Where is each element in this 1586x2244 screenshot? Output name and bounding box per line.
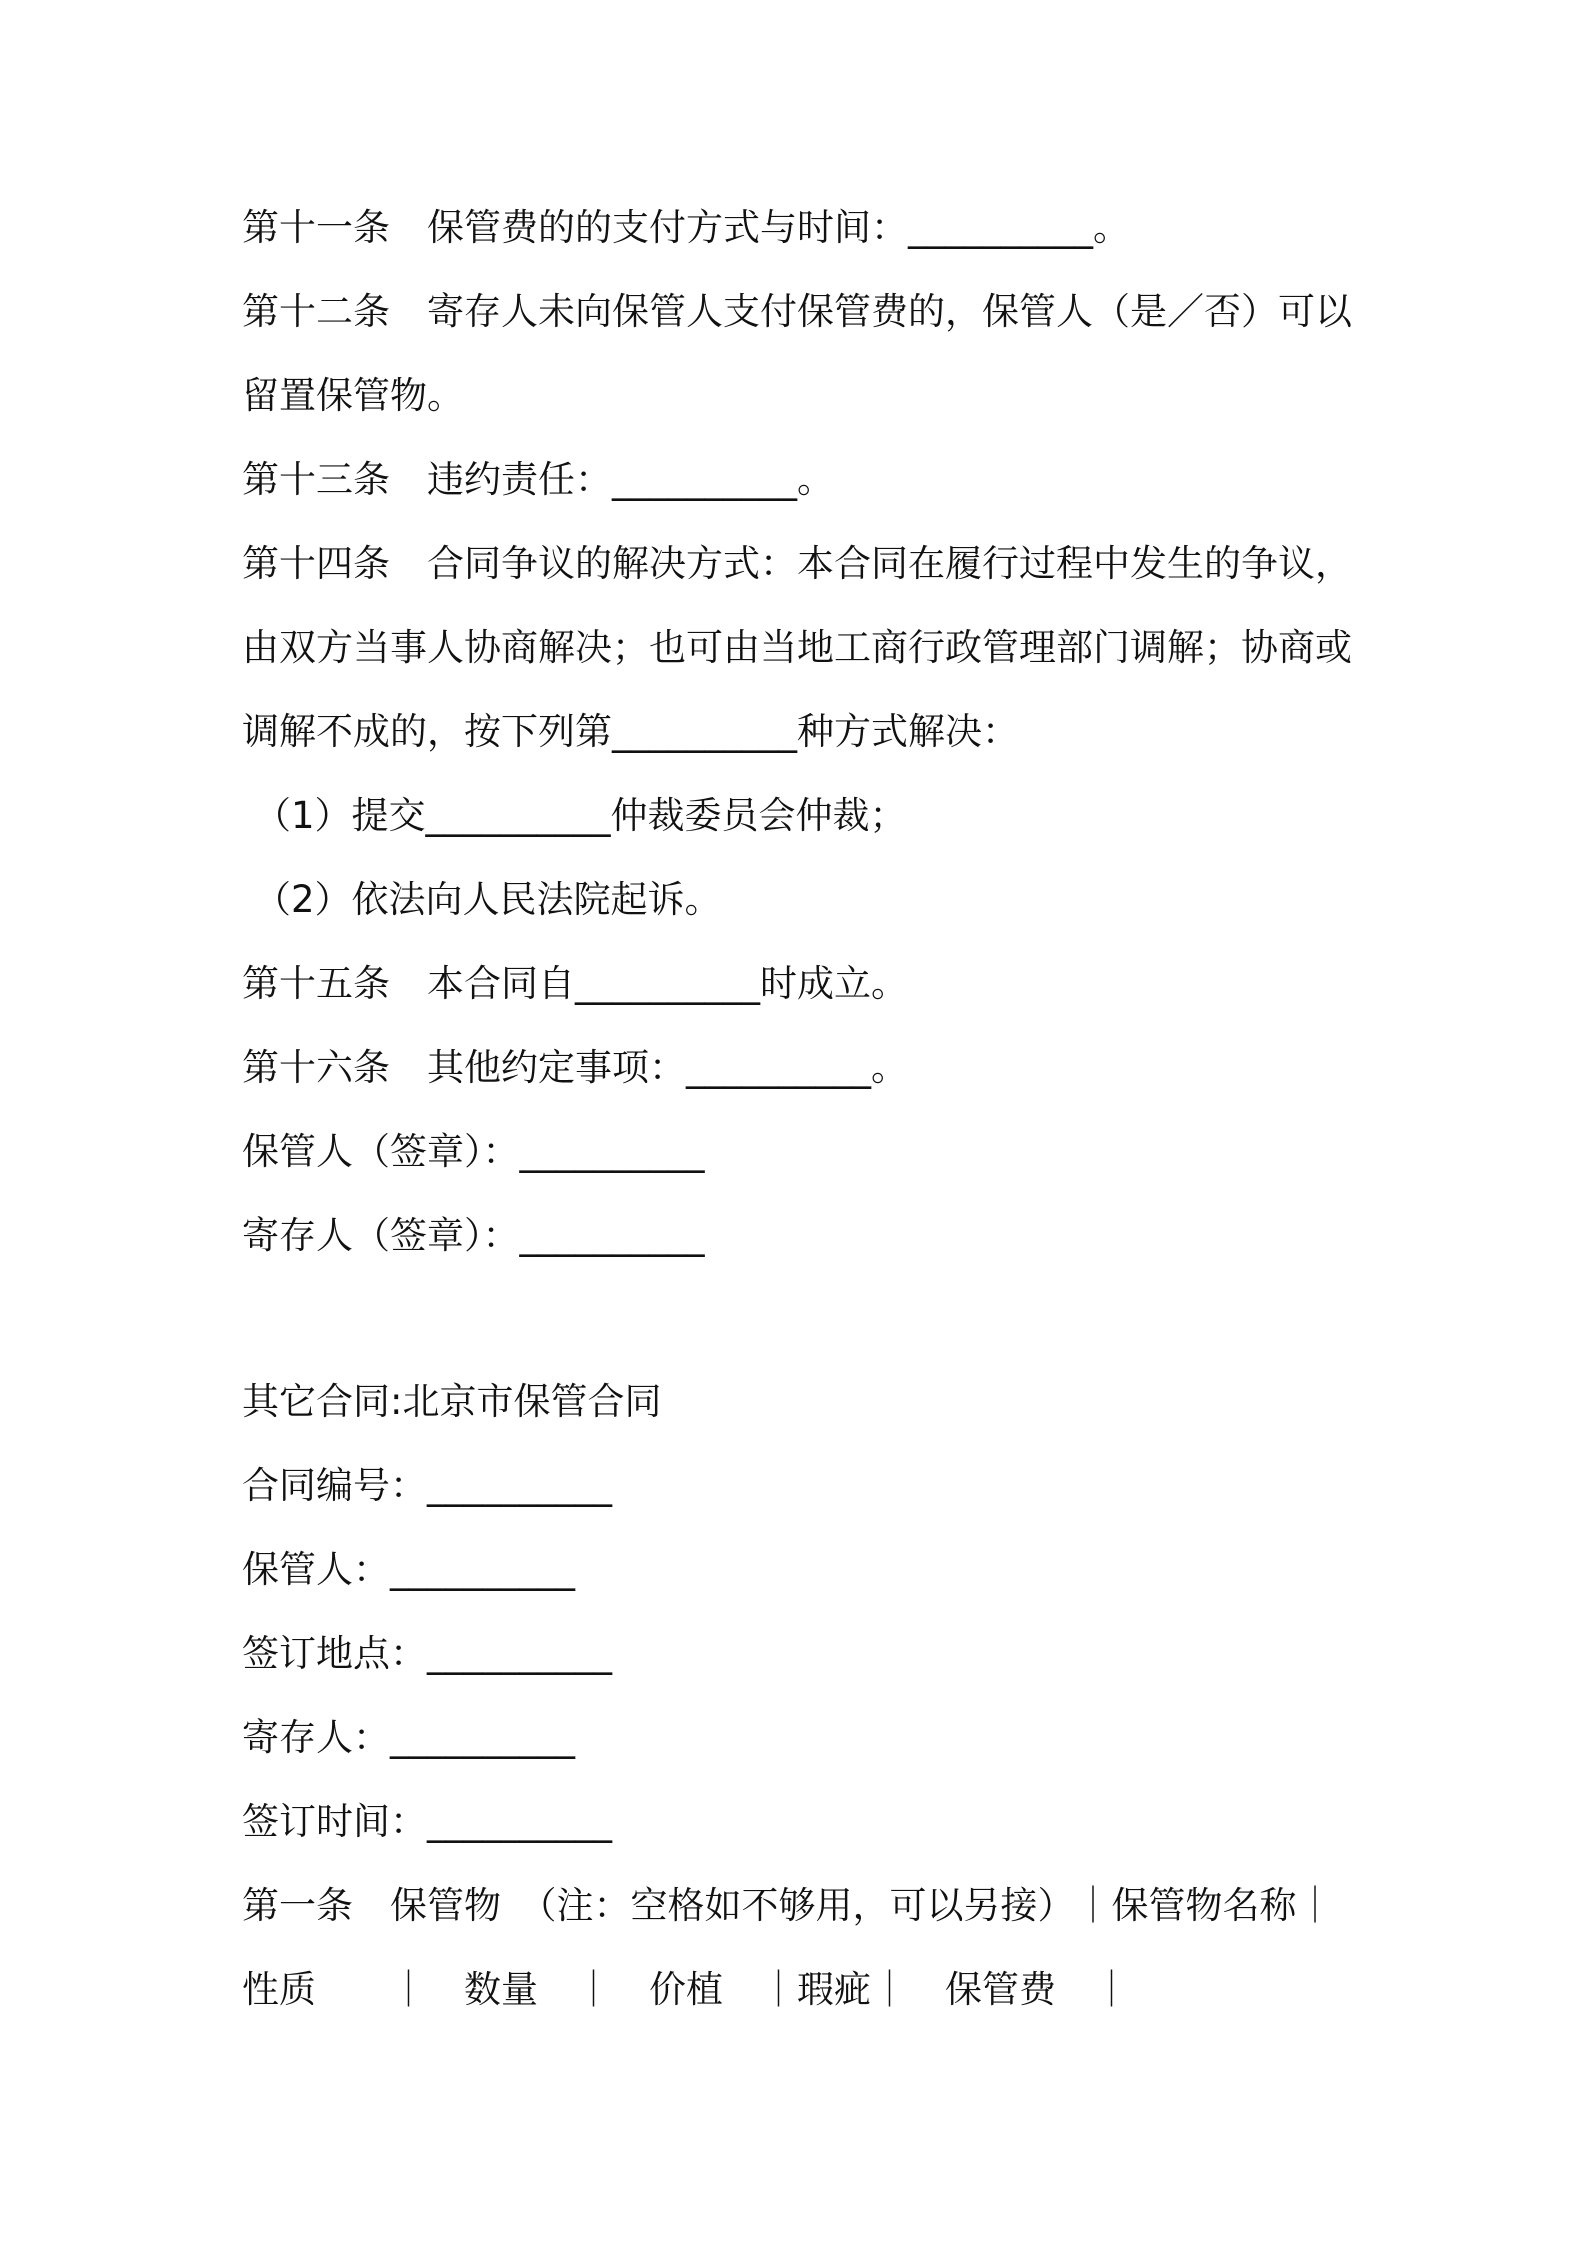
article-15: 第十五条 本合同自__________时成立。 <box>242 962 908 1005</box>
article-14-line-2: 由双方当事人协商解决；也可由当地工商行政管理部门调解；协商或 <box>242 626 1352 669</box>
article-14-line-3: 调解不成的，按下列第__________种方式解决： <box>242 710 1019 753</box>
article-14-line-1: 第十四条 合同争议的解决方式：本合同在履行过程中发生的争议， <box>242 542 1352 585</box>
other-contract-title: 其它合同:北京市保管合同 <box>242 1380 662 1423</box>
article-12-line-2: 留置保管物。 <box>242 374 464 417</box>
depositor-signature: 寄存人（签章）：__________ <box>242 1214 705 1257</box>
signing-place-field: 签订地点：__________ <box>242 1632 612 1675</box>
article-13: 第十三条 违约责任：__________。 <box>242 458 834 501</box>
article-14-option-1: （1）提交__________仲裁委员会仲裁； <box>254 794 907 837</box>
article-1-table-header: 性质 ｜ 数量 ｜ 价植 ｜瑕疵｜ 保管费 ｜ <box>242 1968 1130 2011</box>
article-14-option-2: （2）依法向人民法院起诉。 <box>254 878 722 921</box>
contract-number-field: 合同编号：__________ <box>242 1464 612 1507</box>
signing-time-field: 签订时间：__________ <box>242 1800 612 1843</box>
custodian-field: 保管人：__________ <box>242 1548 575 1591</box>
article-12-line-1: 第十二条 寄存人未向保管人支付保管费的，保管人（是／否）可以 <box>242 290 1352 333</box>
article-1-line-1: 第一条 保管物 （注：空格如不够用，可以另接）｜保管物名称｜ <box>242 1884 1334 1927</box>
article-16: 第十六条 其他约定事项：__________。 <box>242 1046 908 1089</box>
custodian-signature: 保管人（签章）：__________ <box>242 1130 705 1173</box>
article-11: 第十一条 保管费的的支付方式与时间：__________。 <box>242 206 1130 249</box>
depositor-field: 寄存人：__________ <box>242 1716 575 1759</box>
